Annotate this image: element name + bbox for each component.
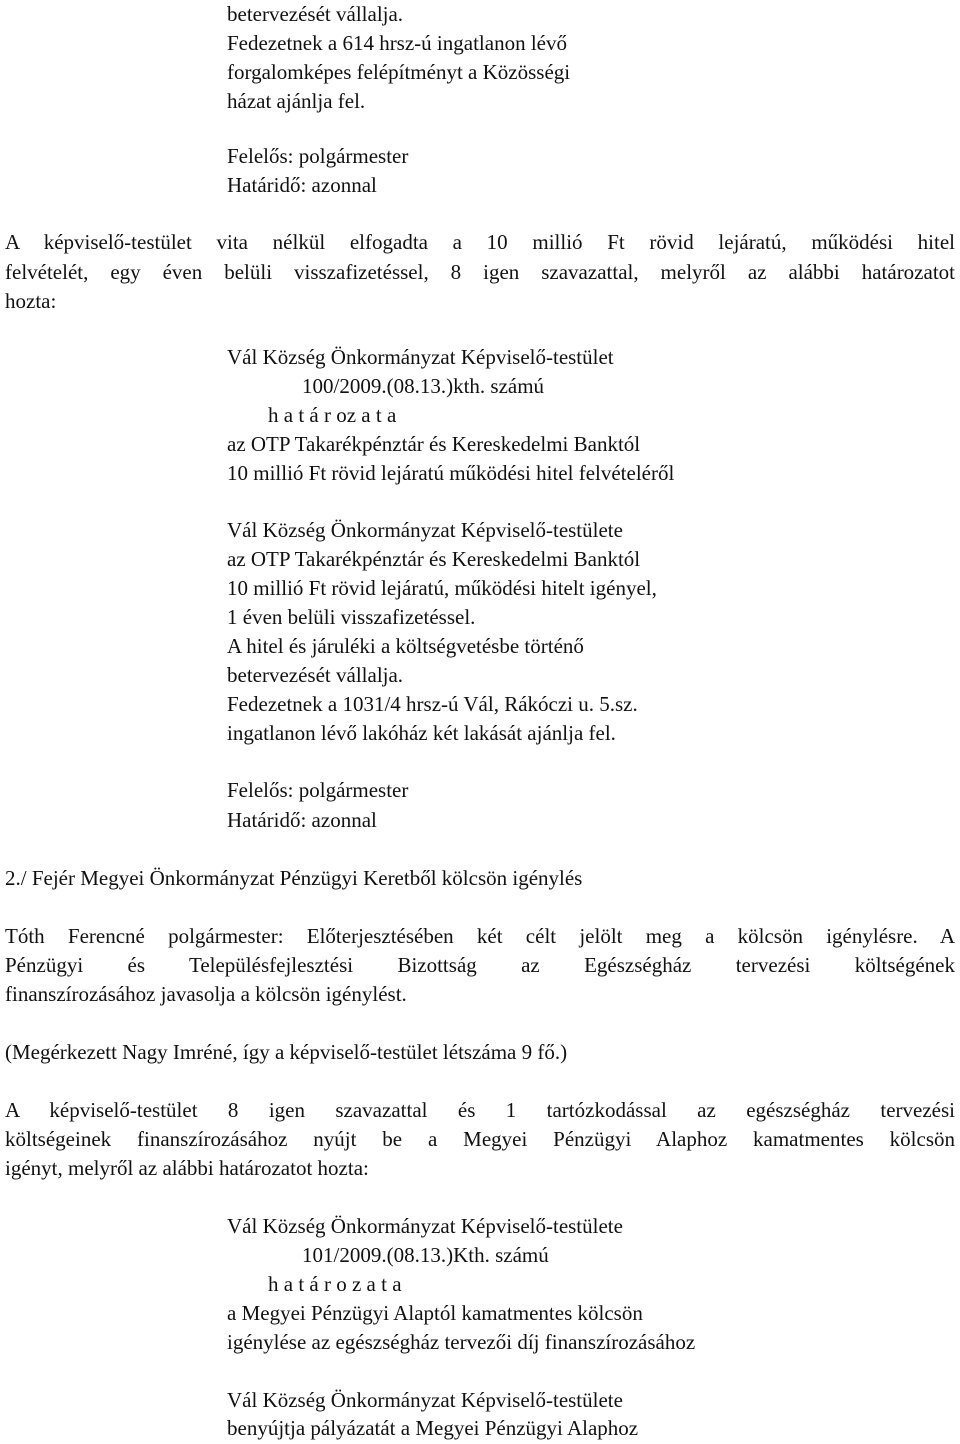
resolution-text-line: betervezését vállalja. (227, 2, 404, 26)
resolution-number: 100/2009.(08.13.)kth. számú (302, 374, 545, 398)
resolution-text-line: 1 éven belüli visszafizetéssel. (227, 605, 476, 629)
paragraph-line: költségeinek finanszírozásához nyújt be a Megyei Pénzügyi Alaphoz kamatmentes kölcsön (5, 1127, 955, 1151)
resolution-text-line: ingatlanon lévő lakóház két lakását ajánlja fel. (227, 721, 616, 745)
paragraph-line: finanszírozásához javasolja a kölcsön igénylést. (5, 982, 407, 1006)
resolution-text-line: Fedezetnek a 1031/4 hrsz-ú Vál, Rákóczi u. 5.sz. (227, 692, 638, 716)
agenda-item-heading: 2./ Fejér Megyei Önkormányzat Pénzügyi Keretből kölcsön igénylés (5, 866, 583, 890)
resolution-text-line: az OTP Takarékpénztár és Kereskedelmi Banktól (227, 547, 641, 571)
resolution-text-line: Vál Község Önkormányzat Képviselő-testülete (227, 518, 623, 542)
resolution-text-line: 10 millió Ft rövid lejáratú, működési hitelt igényel, (227, 576, 657, 600)
resolution-title: h a t á r oz a t a (268, 403, 397, 427)
resolution-number: 101/2009.(08.13.)Kth. számú (302, 1243, 549, 1267)
paragraph-line: igényt, melyről az alábbi határozatot hozta: (5, 1156, 369, 1180)
deadline-line: Határidő: azonnal (227, 173, 377, 197)
paragraph-line: A képviselő-testület vita nélkül elfogadta a 10 millió Ft rövid lejáratú, működési hitel (5, 230, 955, 254)
paragraph-line: A képviselő-testület 8 igen szavazattal és 1 tartózkodással az egészségház tervezési (5, 1098, 955, 1122)
arrival-note: (Megérkezett Nagy Imréné, így a képviselő-testület létszáma 9 fő.) (5, 1040, 568, 1064)
paragraph-line: hozta: (5, 289, 57, 313)
paragraph-line: felvételét, egy éven belüli visszafizetéssel, 8 igen szavazattal, melyről az alábbi határozatot (5, 260, 955, 284)
paragraph-line: Tóth Ferencné polgármester: Előterjesztésében két célt jelölt meg a kölcsön igénylésre. A (5, 924, 955, 948)
resolution-text-line: benyújtja pályázatát a Megyei Pénzügyi Alaphoz (227, 1416, 639, 1440)
resolution-text-line: Vál Község Önkormányzat Képviselő-testülete (227, 1388, 623, 1412)
resolution-subject-line: a Megyei Pénzügyi Alaptól kamatmentes kölcsön (227, 1301, 643, 1325)
responsible-line: Felelős: polgármester (227, 144, 409, 168)
resolution-body-header: Vál Község Önkormányzat Képviselő-testülete (227, 1214, 623, 1238)
resolution-text-line: házat ajánlja fel. (227, 89, 366, 113)
resolution-title: h a t á r o z a t a (268, 1272, 402, 1296)
resolution-text-line: Fedezetnek a 614 hrsz-ú ingatlanon lévő (227, 31, 567, 55)
resolution-text-line: betervezését vállalja. (227, 663, 404, 687)
resolution-text-line: A hitel és járuléki a költségvetésbe történő (227, 634, 584, 658)
resolution-text-line: forgalomképes felépítményt a Közösségi (227, 60, 571, 84)
paragraph-line: Pénzügyi és Településfejlesztési Bizottság az Egészségház tervezési költségének (5, 953, 955, 977)
responsible-line: Felelős: polgármester (227, 778, 409, 802)
resolution-subject-line: igénylése az egészségház tervezői díj finanszírozásához (227, 1330, 696, 1354)
deadline-line: Határidő: azonnal (227, 808, 377, 832)
resolution-body-header: Vál Község Önkormányzat Képviselő-testület (227, 345, 614, 369)
resolution-subject-line: az OTP Takarékpénztár és Kereskedelmi Banktól (227, 432, 641, 456)
resolution-subject-line: 10 millió Ft rövid lejáratú működési hitel felvételéről (227, 461, 675, 485)
